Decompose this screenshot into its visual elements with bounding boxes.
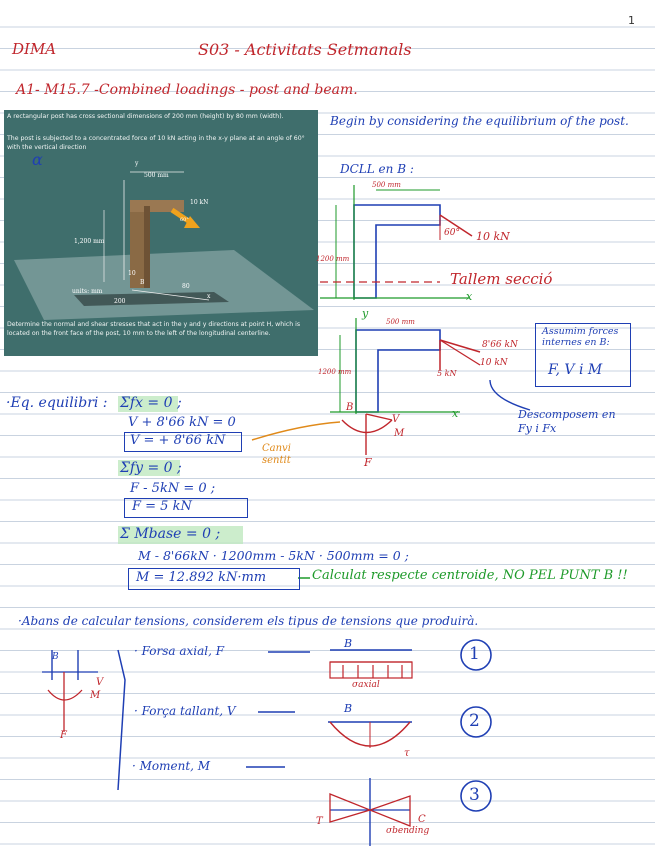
dcll-dim-1200: 1200 mm	[316, 255, 350, 263]
moment-note: Calculat respecte centroide, NO PEL PUNT B !!	[312, 568, 628, 583]
fig-dim-10: 10	[128, 270, 136, 277]
cut-b-label: B	[346, 402, 354, 413]
moment-equation: M - 8'66kN · 1200mm - 5kN · 500mm = 0 ;	[138, 548, 409, 563]
exercise-title: A1- M15.7 -Combined loadings - post and beam.	[16, 82, 358, 98]
fig-y-label: y	[135, 160, 139, 167]
page-title: S03 - Activitats Setmanals	[198, 40, 412, 59]
fig-dim-200: 200	[114, 298, 126, 305]
small-b-label: B	[52, 652, 59, 662]
sum-moment: Σ Mbase = 0 ;	[120, 526, 221, 542]
small-v-label: V	[96, 677, 104, 688]
axial-force-label: · Forsa axial, F	[134, 644, 225, 658]
small-m-label: M	[90, 690, 101, 701]
fig-angle-label: 60°	[180, 217, 189, 223]
cut-section-note: Tallem secció	[450, 270, 553, 288]
dcll-force: 10 kN	[476, 230, 510, 243]
compression-label: C	[418, 814, 426, 825]
fy-result: F = 5 kN	[132, 499, 192, 514]
moment-label: · Moment, M	[132, 759, 211, 773]
fig-dim-500: 500 mm	[144, 172, 169, 179]
cut-x-axis: x	[452, 407, 459, 420]
tau-label: τ	[404, 748, 410, 759]
assume-values: F, V i M	[548, 362, 603, 378]
stress-number-1: 1	[469, 644, 480, 664]
dcll-heading: DCLL en B :	[340, 162, 414, 176]
sum-fy: Σfy = 0 ;	[120, 460, 182, 476]
sum-fx: Σfx = 0 ;	[120, 395, 182, 411]
problem-text-1: A rectangular post has cross sectional dimensions of 200 mm (height) by 80 mm (width).	[7, 113, 284, 120]
change-direction-note: Canvi sentit	[262, 443, 291, 466]
page-number: 1	[628, 14, 635, 27]
stress-intro: ·Abans de calcular tensions, considerem els tipus de tensions que produirà.	[18, 614, 479, 628]
small-f-label: F	[60, 730, 67, 741]
note-begin: Begin by considering the equilibrium of the post.	[330, 114, 629, 128]
fx-result: V = + 8'66 kN	[130, 433, 226, 448]
moment-result: M = 12.892 kN·mm	[136, 570, 267, 585]
cut-f-label: F	[364, 456, 372, 469]
problem-text-2: The post is subjected to a concentrated force of 10 kN acting in the x-y plane at an angle of 60° with the vertical direction	[7, 135, 305, 151]
fig-dim-80: 80	[182, 283, 190, 290]
b-label-2: B	[344, 702, 353, 715]
force-10: 10 kN	[480, 358, 508, 368]
stress-number-3: 3	[469, 785, 480, 805]
cut-dim-500: 500 mm	[386, 318, 415, 326]
sigma-axial: σaxial	[352, 680, 380, 690]
dcll-angle: 60°	[444, 228, 460, 238]
sigma-bending: σbending	[386, 826, 430, 836]
fx-equation: V + 8'66 kN = 0	[128, 415, 236, 430]
fig-x-label: x	[207, 293, 211, 300]
author-name: DIMA	[12, 40, 57, 58]
fy-equation: F - 5kN = 0 ;	[130, 481, 216, 496]
cut-m-label: M	[394, 428, 405, 439]
alpha-note: α	[32, 150, 43, 169]
cut-dim-1200: 1200 mm	[318, 368, 352, 376]
stress-number-2: 2	[469, 711, 480, 731]
fig-units: units: mm	[72, 288, 103, 295]
force-5: 5 kN	[437, 369, 457, 378]
assume-text: Assumim forces internes en B:	[542, 326, 619, 348]
fig-height-label: 1,200 mm	[74, 238, 105, 245]
decompose-note: Descomposem en Fy i Fx	[518, 408, 616, 435]
dcll-x-axis: x	[466, 290, 473, 303]
tension-label: T	[316, 816, 323, 827]
b-label-1: B	[344, 637, 353, 650]
cut-v-label: V	[392, 414, 400, 425]
problem-text-3: Determine the normal and shear stresses that act in the y and y directions at point H, which is located on the front face of the post, 10 mm to the left of the longitudinal centerline.	[7, 321, 301, 337]
dcll-y-axis: y	[362, 307, 369, 320]
shear-force-label: · Força tallant, V	[134, 704, 236, 718]
dcll-dim-500: 500 mm	[372, 181, 401, 189]
fig-point-b: B	[140, 279, 145, 286]
equilibrium-label: ·Eq. equilibri :	[6, 395, 108, 411]
fig-force-label: 10 kN	[190, 199, 209, 206]
force-8-66: 8'66 kN	[482, 340, 518, 350]
